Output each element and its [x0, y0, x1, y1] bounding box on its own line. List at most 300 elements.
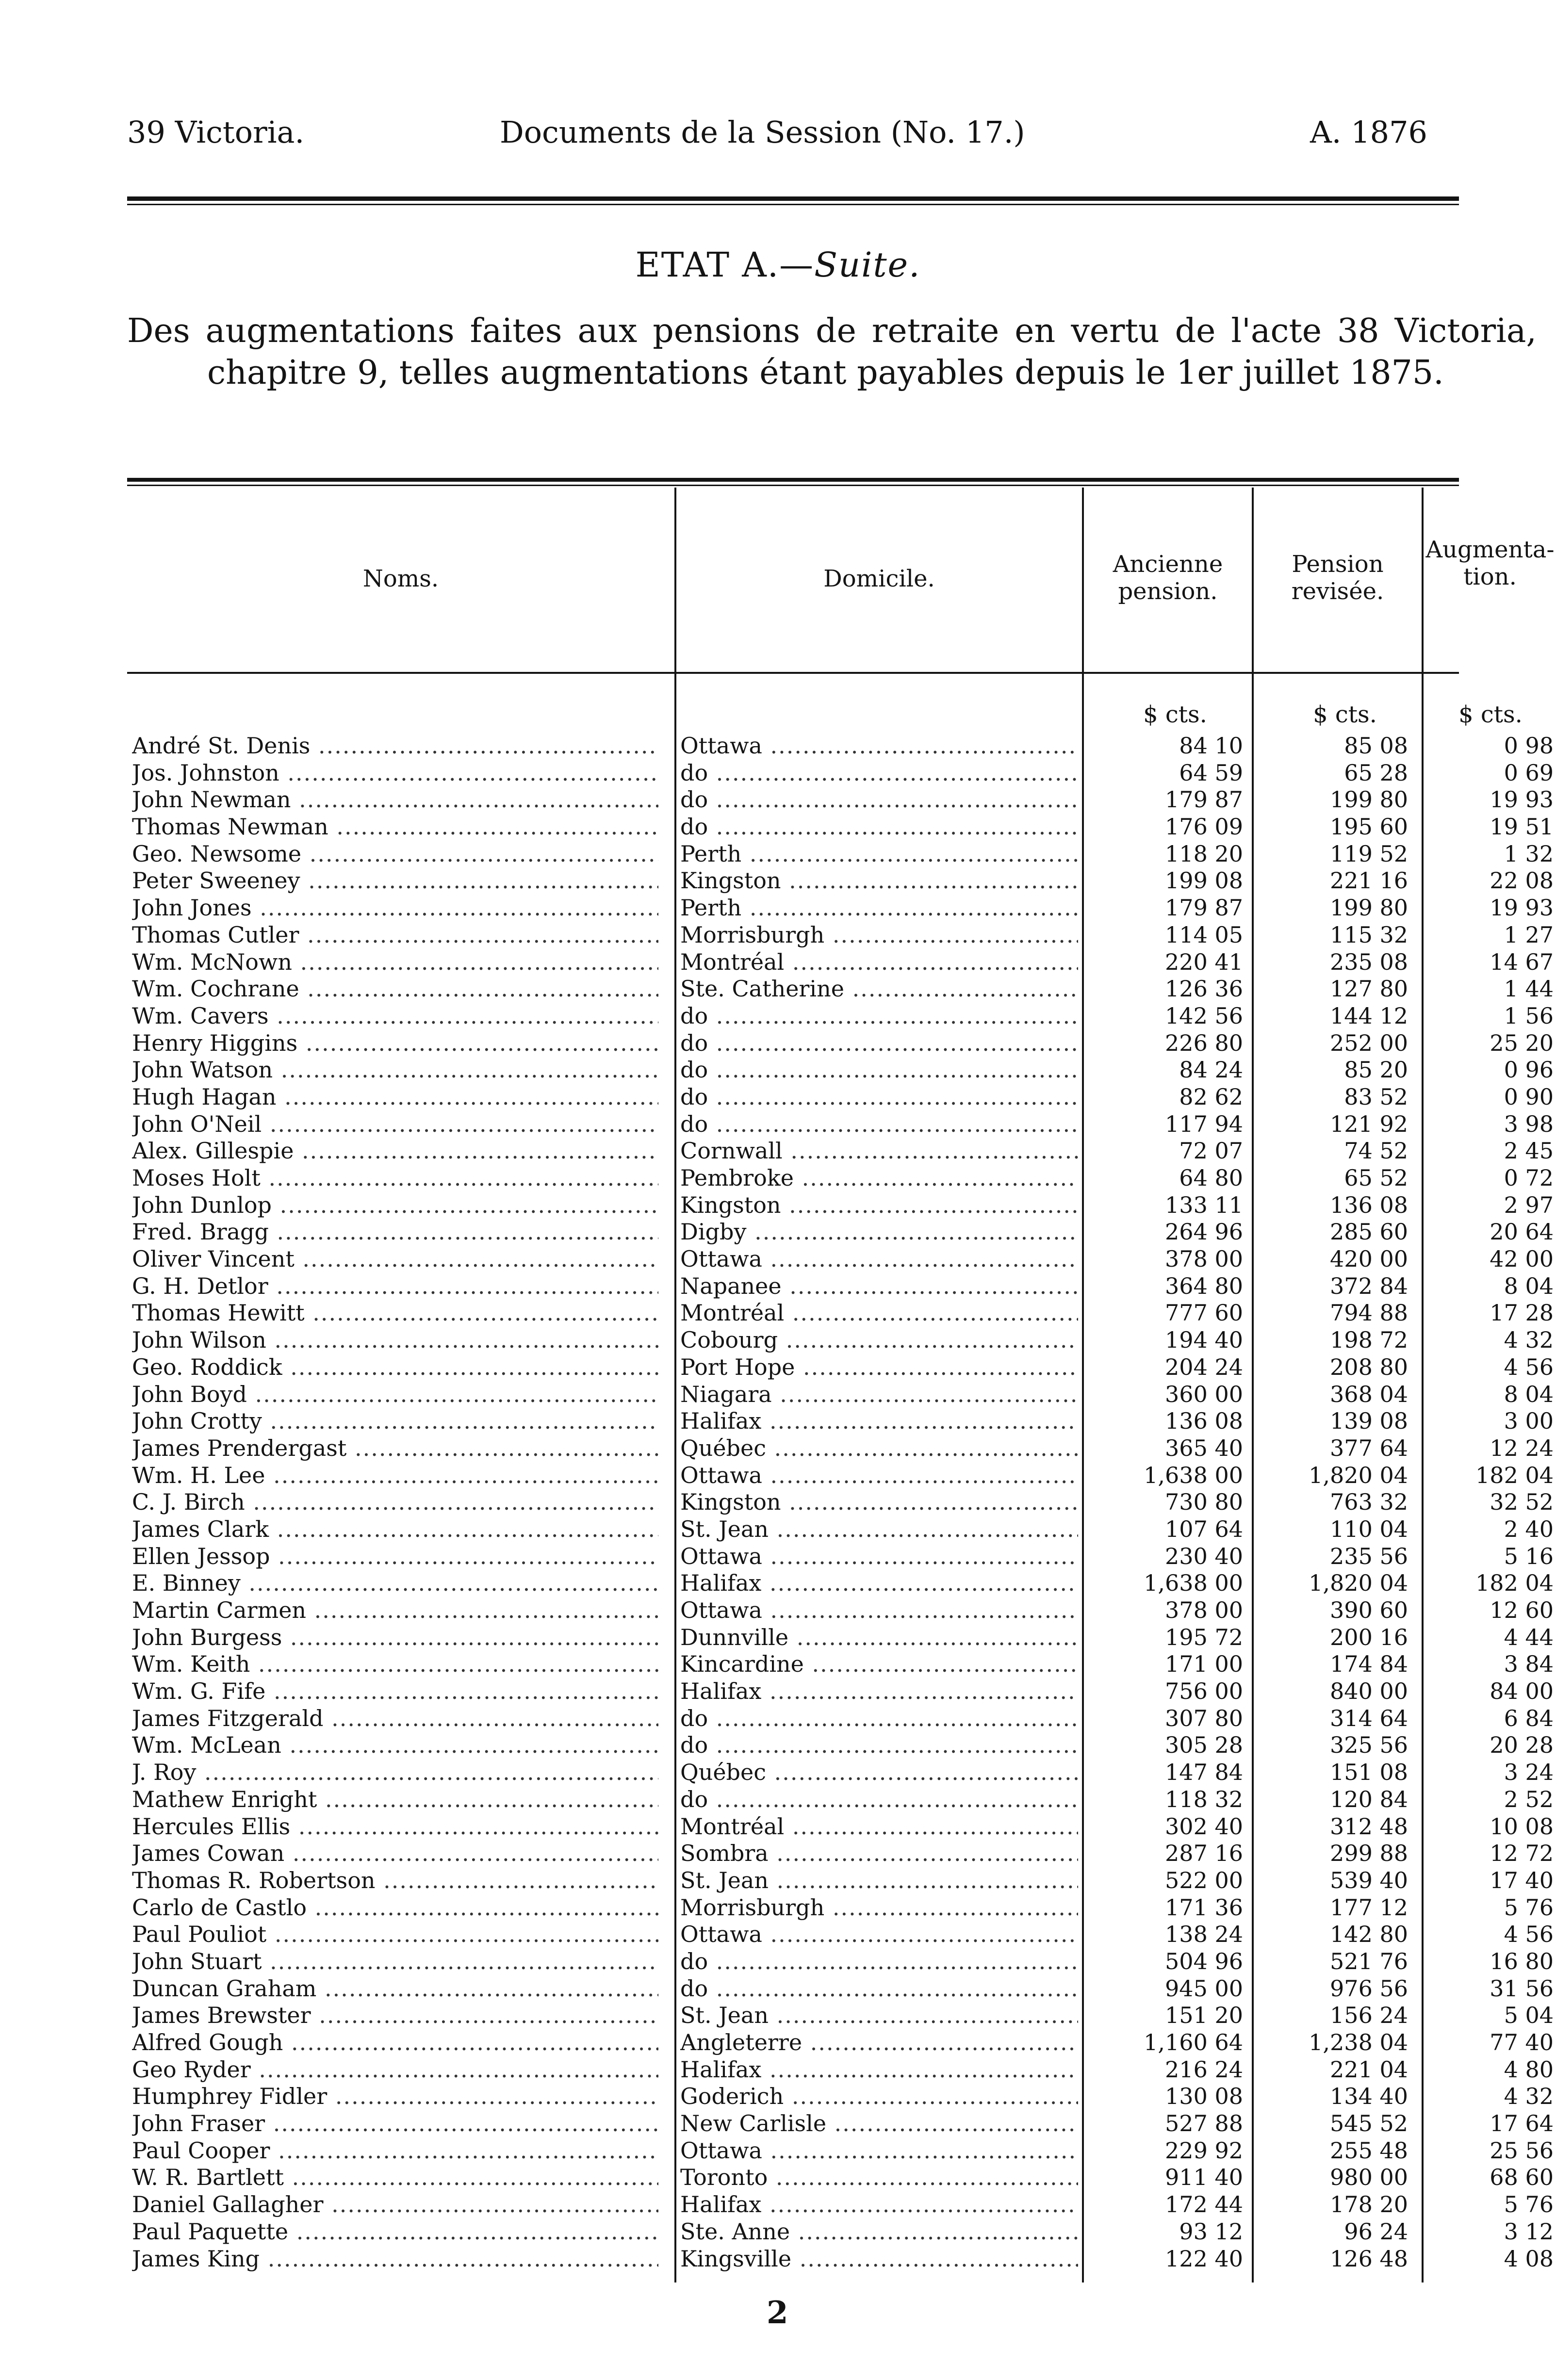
cell-augmentation: 4 32 [1504, 1327, 1554, 1353]
cell-ancienne-pension: 107 64 [1165, 1516, 1243, 1542]
cell-augmentation: 12 24 [1490, 1435, 1554, 1461]
cell-pension-revisee: 74 52 [1344, 1138, 1408, 1164]
cell-augmentation: 182 04 [1475, 1462, 1554, 1488]
cell-domicile: Sombra ..... [680, 1840, 1078, 1867]
cell-augmentation: 10 08 [1490, 1813, 1554, 1840]
cell-domicile: Morrisburgh ..... [680, 1894, 1078, 1922]
cell-name: Jos. Johnston ..... [132, 760, 658, 787]
cell-domicile: Halifax ..... [680, 1570, 1078, 1597]
cell-augmentation: 8 04 [1504, 1272, 1554, 1299]
table-row [127, 1894, 1554, 1922]
cell-name: J. Roy ..... [132, 1759, 658, 1786]
cell-augmentation: 4 44 [1504, 1624, 1554, 1650]
cell-name: Paul Pouliot ..... [132, 1921, 658, 1948]
table-row [127, 2083, 1554, 2110]
cell-ancienne-pension: 64 80 [1179, 1165, 1243, 1191]
cell-name: Wm. H. Lee ..... [132, 1462, 658, 1489]
cell-ancienne-pension: 194 40 [1165, 1327, 1243, 1353]
cell-augmentation: 84 00 [1490, 1678, 1554, 1705]
cell-pension-revisee: 156 24 [1330, 2002, 1408, 2029]
cell-domicile: Kingston ..... [680, 1489, 1078, 1516]
table-row [127, 1489, 1554, 1516]
cell-ancienne-pension: 911 40 [1165, 2164, 1243, 2191]
cell-name: Carlo de Castlo ..... [132, 1894, 658, 1922]
cell-augmentation: 5 76 [1504, 2191, 1554, 2218]
cell-augmentation: 8 04 [1504, 1381, 1554, 1407]
cell-domicile: do ..... [680, 1003, 1078, 1030]
cell-ancienne-pension: 365 40 [1165, 1435, 1243, 1461]
cell-pension-revisee: 200 16 [1330, 1624, 1408, 1650]
cell-augmentation: 2 40 [1504, 1516, 1554, 1542]
table-row [127, 1516, 1554, 1543]
cell-domicile: Dunnville ..... [680, 1624, 1078, 1651]
cell-domicile: Kingston ..... [680, 867, 1078, 895]
cell-pension-revisee: 377 64 [1330, 1435, 1408, 1461]
cell-pension-revisee: 136 08 [1330, 1191, 1408, 1218]
intro-paragraph: Des augmentations faites aux pensions de retraite en vertu de l'acte 38 Victoria, chapitre 9, telles augmentations étant payables depuis le 1er juillet 1875. [127, 312, 1537, 392]
cell-augmentation: 14 67 [1490, 948, 1554, 975]
cell-name: Wm. G. Fife ..... [132, 1678, 658, 1705]
cell-pension-revisee: 208 80 [1330, 1353, 1408, 1380]
cell-ancienne-pension: 1,638 00 [1144, 1570, 1243, 1597]
cell-augmentation: 77 40 [1490, 2029, 1554, 2055]
cell-augmentation: 4 08 [1504, 2245, 1554, 2272]
table-row [127, 976, 1554, 1003]
cell-pension-revisee: 325 56 [1330, 1732, 1408, 1759]
cell-ancienne-pension: 147 84 [1165, 1759, 1243, 1786]
cell-augmentation: 19 93 [1490, 895, 1554, 921]
cell-ancienne-pension: 171 36 [1165, 1894, 1243, 1921]
table-row [127, 921, 1554, 949]
cell-name: E. Binney ..... [132, 1570, 658, 1597]
cell-pension-revisee: 976 56 [1330, 1975, 1408, 2002]
cell-domicile: St. Jean ..... [680, 1516, 1078, 1543]
cell-name: André St. Denis ..... [132, 733, 658, 760]
cell-pension-revisee: 794 88 [1330, 1300, 1408, 1326]
cell-domicile: Ste. Anne ..... [680, 2218, 1078, 2246]
cell-ancienne-pension: 84 10 [1179, 733, 1243, 759]
cell-name: Ellen Jessop ..... [132, 1543, 658, 1570]
cell-domicile: Ottawa ..... [680, 1597, 1078, 1624]
header-title: Documents de la Session (No. 17.) [500, 114, 1025, 150]
cell-ancienne-pension: 302 40 [1165, 1813, 1243, 1840]
cell-augmentation: 4 56 [1504, 1353, 1554, 1380]
cell-pension-revisee: 314 64 [1330, 1705, 1408, 1731]
cell-ancienne-pension: 287 16 [1165, 1840, 1243, 1867]
cell-ancienne-pension: 172 44 [1165, 2191, 1243, 2218]
cell-ancienne-pension: 522 00 [1165, 1867, 1243, 1893]
table-row [127, 2218, 1554, 2246]
cell-name: Paul Cooper ..... [132, 2137, 658, 2165]
cell-ancienne-pension: 777 60 [1165, 1300, 1243, 1326]
cell-domicile: do ..... [680, 1030, 1078, 1057]
table-row [127, 786, 1554, 814]
cell-name: James Prendergast ..... [132, 1435, 658, 1462]
cell-domicile: Halifax ..... [680, 2191, 1078, 2218]
cell-domicile: Perth ..... [680, 895, 1078, 922]
cell-name: Moses Holt ..... [132, 1165, 658, 1192]
col-header-ancienne: Ancienne pension. [1113, 551, 1223, 605]
cell-ancienne-pension: 360 00 [1165, 1381, 1243, 1407]
cell-pension-revisee: 139 08 [1330, 1408, 1408, 1435]
cell-domicile: Pembroke ..... [680, 1165, 1078, 1192]
cell-pension-revisee: 372 84 [1330, 1272, 1408, 1299]
cell-name: Thomas Cutler ..... [132, 922, 658, 949]
cell-domicile: Ottawa ..... [680, 2137, 1078, 2165]
cell-ancienne-pension: 199 08 [1165, 867, 1243, 894]
cell-pension-revisee: 539 40 [1330, 1867, 1408, 1893]
cell-augmentation: 20 64 [1490, 1219, 1554, 1245]
table-row [127, 2002, 1554, 2029]
cell-augmentation: 4 80 [1504, 2056, 1554, 2083]
table-row [127, 1624, 1554, 1651]
header-rule-thin [127, 204, 1459, 205]
cell-name: Alex. Gillespie ..... [132, 1138, 658, 1165]
cell-domicile: Perth ..... [680, 841, 1078, 868]
cell-ancienne-pension: 504 96 [1165, 1948, 1243, 1974]
pension-table [127, 478, 1555, 2282]
cell-ancienne-pension: 216 24 [1165, 2056, 1243, 2083]
cell-pension-revisee: 199 80 [1330, 786, 1408, 813]
cell-augmentation: 20 28 [1490, 1732, 1554, 1759]
cell-name: James King ..... [132, 2246, 658, 2273]
cell-augmentation: 3 98 [1504, 1110, 1554, 1137]
cell-domicile: do ..... [680, 814, 1078, 841]
cell-augmentation: 3 24 [1504, 1759, 1554, 1786]
cell-name: Wm. Cavers ..... [132, 1003, 658, 1030]
cell-domicile: Montréal ..... [680, 1813, 1078, 1841]
cell-augmentation: 1 44 [1504, 976, 1554, 1002]
cell-augmentation: 25 56 [1490, 2137, 1554, 2164]
table-row [127, 2164, 1554, 2191]
cell-pension-revisee: 134 40 [1330, 2083, 1408, 2110]
header-year: A. 1876 [1310, 114, 1427, 150]
table-row [127, 1083, 1554, 1111]
cell-augmentation: 5 76 [1504, 1894, 1554, 1921]
cell-augmentation: 0 72 [1504, 1165, 1554, 1191]
cell-pension-revisee: 312 48 [1330, 1813, 1408, 1840]
cell-domicile: do ..... [680, 1732, 1078, 1759]
table-row [127, 1867, 1554, 1894]
table-row [127, 2137, 1554, 2165]
cell-pension-revisee: 299 88 [1330, 1840, 1408, 1867]
table-row [127, 1435, 1554, 1462]
cell-domicile: Digby ..... [680, 1219, 1078, 1246]
cell-pension-revisee: 221 04 [1330, 2056, 1408, 2083]
cell-domicile: Ste. Catherine ..... [680, 976, 1078, 1003]
cell-pension-revisee: 127 80 [1330, 976, 1408, 1002]
cell-name: James Cowan ..... [132, 1840, 658, 1867]
col-header-revisee: Pension revisée. [1291, 551, 1384, 605]
cell-ancienne-pension: 82 62 [1179, 1083, 1243, 1110]
table-row [127, 1246, 1554, 1273]
table-row [127, 1353, 1554, 1381]
cell-ancienne-pension: 179 87 [1165, 895, 1243, 921]
heading-main: ETAT A.— [635, 245, 815, 285]
cell-domicile: do ..... [680, 1084, 1078, 1111]
table-row [127, 2110, 1554, 2137]
cell-augmentation: 5 04 [1504, 2002, 1554, 2029]
page-heading [0, 245, 1556, 285]
cell-pension-revisee: 174 84 [1330, 1651, 1408, 1678]
cell-ancienne-pension: 204 24 [1165, 1353, 1243, 1380]
page-number: 2 [767, 2295, 788, 2331]
cell-ancienne-pension: 1,638 00 [1144, 1462, 1243, 1488]
cell-domicile: Québec ..... [680, 1759, 1078, 1786]
cell-domicile: Cornwall ..... [680, 1138, 1078, 1165]
cell-pension-revisee: 235 08 [1330, 948, 1408, 975]
cell-ancienne-pension: 117 94 [1165, 1110, 1243, 1137]
table-row [127, 1138, 1554, 1165]
cell-name: Geo. Newsome ..... [132, 841, 658, 868]
cell-ancienne-pension: 138 24 [1165, 1921, 1243, 1948]
cell-ancienne-pension: 220 41 [1165, 948, 1243, 975]
table-body [127, 733, 1554, 2272]
cell-pension-revisee: 115 32 [1330, 921, 1408, 948]
unit-revisee: $ cts. [1313, 701, 1377, 728]
cell-pension-revisee: 110 04 [1330, 1516, 1408, 1542]
table-row [127, 1002, 1554, 1030]
cell-name: John Watson ..... [132, 1057, 658, 1084]
cell-name: James Brewster ..... [132, 2002, 658, 2029]
cell-domicile: Ottawa ..... [680, 1462, 1078, 1489]
cell-domicile: St. Jean ..... [680, 2002, 1078, 2029]
cell-ancienne-pension: 305 28 [1165, 1732, 1243, 1759]
cell-name: John Dunlop ..... [132, 1192, 658, 1219]
cell-pension-revisee: 142 80 [1330, 1921, 1408, 1948]
cell-augmentation: 0 98 [1504, 733, 1554, 759]
cell-domicile: do ..... [680, 1057, 1078, 1084]
table-row [127, 1705, 1554, 1732]
table-row [127, 1327, 1554, 1354]
cell-ancienne-pension: 171 00 [1165, 1651, 1243, 1678]
cell-domicile: Ottawa ..... [680, 733, 1078, 760]
unit-augmentation: $ cts. [1458, 701, 1523, 728]
cell-augmentation: 32 52 [1490, 1489, 1554, 1516]
cell-name: Thomas Hewitt ..... [132, 1300, 658, 1327]
cell-name: Thomas Newman ..... [132, 814, 658, 841]
table-row [127, 1813, 1554, 1841]
table-row [127, 1975, 1554, 2003]
table-row [127, 2245, 1554, 2273]
cell-ancienne-pension: 142 56 [1165, 1002, 1243, 1029]
cell-name: Martin Carmen ..... [132, 1597, 658, 1624]
cell-ancienne-pension: 364 80 [1165, 1272, 1243, 1299]
cell-name: Wm. Cochrane ..... [132, 976, 658, 1003]
cell-domicile: Québec ..... [680, 1435, 1078, 1462]
cell-augmentation: 16 80 [1490, 1948, 1554, 1974]
cell-augmentation: 182 04 [1475, 1570, 1554, 1597]
cell-domicile: Port Hope ..... [680, 1354, 1078, 1381]
table-row [127, 2029, 1554, 2056]
cell-augmentation: 17 40 [1490, 1867, 1554, 1893]
cell-augmentation: 1 27 [1504, 921, 1554, 948]
cell-pension-revisee: 65 52 [1344, 1165, 1408, 1191]
cell-domicile: Napanee ..... [680, 1273, 1078, 1300]
table-row [127, 1597, 1554, 1624]
heading-suite: Suite. [814, 245, 921, 285]
cell-ancienne-pension: 226 80 [1165, 1029, 1243, 1056]
cell-augmentation: 22 08 [1490, 867, 1554, 894]
cell-name: John O'Neil ..... [132, 1111, 658, 1138]
table-row [127, 1272, 1554, 1300]
cell-pension-revisee: 285 60 [1330, 1219, 1408, 1245]
cell-pension-revisee: 83 52 [1344, 1083, 1408, 1110]
cell-name: Daniel Gallagher ..... [132, 2191, 658, 2218]
cell-ancienne-pension: 72 07 [1179, 1138, 1243, 1164]
table-row [127, 1786, 1554, 1813]
table-row [127, 733, 1554, 760]
table-top-rule-thick [127, 478, 1459, 482]
cell-name: Peter Sweeney ..... [132, 867, 658, 895]
cell-ancienne-pension: 136 08 [1165, 1408, 1243, 1435]
cell-name: Paul Paquette ..... [132, 2218, 658, 2246]
cell-pension-revisee: 1,820 04 [1309, 1570, 1408, 1597]
cell-name: Wm. McNown ..... [132, 949, 658, 976]
cell-domicile: Ottawa ..... [680, 1921, 1078, 1948]
cell-augmentation: 25 20 [1490, 1029, 1554, 1056]
cell-ancienne-pension: 176 09 [1165, 814, 1243, 840]
cell-augmentation: 0 96 [1504, 1057, 1554, 1083]
col-header-noms: Noms. [362, 565, 439, 592]
cell-pension-revisee: 126 48 [1330, 2245, 1408, 2272]
table-row [127, 2191, 1554, 2218]
table-row [127, 1948, 1554, 1975]
cell-name: John Boyd ..... [132, 1381, 658, 1408]
table-row [127, 1570, 1554, 1597]
cell-domicile: Halifax ..... [680, 1678, 1078, 1705]
cell-name: Wm. Keith ..... [132, 1651, 658, 1678]
cell-domicile: Halifax ..... [680, 2056, 1078, 2084]
col-header-augmentation: Augmenta-tion. [1425, 536, 1555, 590]
cell-name: John Jones ..... [132, 895, 658, 922]
cell-ancienne-pension: 64 59 [1179, 759, 1243, 786]
cell-name: Wm. McLean ..... [132, 1732, 658, 1759]
cell-ancienne-pension: 126 36 [1165, 976, 1243, 1002]
cell-ancienne-pension: 195 72 [1165, 1624, 1243, 1650]
cell-domicile: do ..... [680, 760, 1078, 787]
header-rule-thick [127, 196, 1459, 201]
cell-ancienne-pension: 179 87 [1165, 786, 1243, 813]
cell-ancienne-pension: 756 00 [1165, 1678, 1243, 1705]
cell-domicile: Kincardine ..... [680, 1651, 1078, 1678]
cell-augmentation: 1 56 [1504, 1002, 1554, 1029]
cell-domicile: do ..... [680, 1786, 1078, 1813]
cell-pension-revisee: 521 76 [1330, 1948, 1408, 1974]
cell-ancienne-pension: 118 20 [1165, 840, 1243, 867]
cell-pension-revisee: 96 24 [1344, 2218, 1408, 2245]
cell-augmentation: 5 16 [1504, 1543, 1554, 1569]
table-row [127, 759, 1554, 787]
cell-pension-revisee: 85 20 [1344, 1057, 1408, 1083]
table-row [127, 2056, 1554, 2084]
cell-name: Geo Ryder ..... [132, 2056, 658, 2084]
cell-name: John Crotty ..... [132, 1408, 658, 1435]
cell-pension-revisee: 177 12 [1330, 1894, 1408, 1921]
cell-name: Mathew Enright ..... [132, 1786, 658, 1813]
cell-ancienne-pension: 264 96 [1165, 1219, 1243, 1245]
table-row [127, 1219, 1554, 1246]
cell-augmentation: 19 51 [1490, 814, 1554, 840]
cell-pension-revisee: 178 20 [1330, 2191, 1408, 2218]
table-row [127, 1759, 1554, 1786]
cell-name: Thomas R. Robertson ..... [132, 1867, 658, 1894]
table-row [127, 1165, 1554, 1192]
cell-domicile: Niagara ..... [680, 1381, 1078, 1408]
cell-ancienne-pension: 229 92 [1165, 2137, 1243, 2164]
table-row [127, 1651, 1554, 1678]
cell-domicile: do ..... [680, 786, 1078, 814]
cell-ancienne-pension: 130 08 [1165, 2083, 1243, 2110]
cell-pension-revisee: 252 00 [1330, 1029, 1408, 1056]
cell-ancienne-pension: 93 12 [1179, 2218, 1243, 2245]
cell-domicile: do ..... [680, 1948, 1078, 1975]
cell-ancienne-pension: 1,160 64 [1144, 2029, 1243, 2055]
cell-name: John Stuart ..... [132, 1948, 658, 1975]
table-row [127, 867, 1554, 895]
table-row [127, 1381, 1554, 1408]
cell-pension-revisee: 420 00 [1330, 1246, 1408, 1272]
cell-pension-revisee: 121 92 [1330, 1110, 1408, 1137]
cell-ancienne-pension: 118 32 [1165, 1786, 1243, 1812]
cell-augmentation: 2 52 [1504, 1786, 1554, 1812]
cell-domicile: Angleterre ..... [680, 2029, 1078, 2056]
cell-augmentation: 31 56 [1490, 1975, 1554, 2002]
cell-name: John Burgess ..... [132, 1624, 658, 1651]
cell-pension-revisee: 195 60 [1330, 814, 1408, 840]
cell-domicile: Kingsville ..... [680, 2246, 1078, 2273]
cell-name: Henry Higgins ..... [132, 1030, 658, 1057]
table-row [127, 1191, 1554, 1219]
cell-name: James Clark ..... [132, 1516, 658, 1543]
cell-name: John Fraser ..... [132, 2110, 658, 2137]
cell-name: Alfred Gough ..... [132, 2029, 658, 2056]
header-volume: 39 Victoria. [127, 114, 305, 150]
table-row [127, 1110, 1554, 1138]
cell-ancienne-pension: 527 88 [1165, 2110, 1243, 2137]
cell-domicile: Montréal ..... [680, 1300, 1078, 1327]
table-row [127, 948, 1554, 976]
table-row [127, 1462, 1554, 1489]
table-row [127, 1921, 1554, 1948]
cell-name: John Wilson ..... [132, 1327, 658, 1354]
cell-augmentation: 17 28 [1490, 1300, 1554, 1326]
cell-pension-revisee: 1,820 04 [1309, 1462, 1408, 1488]
cell-pension-revisee: 151 08 [1330, 1759, 1408, 1786]
cell-name: Hugh Hagan ..... [132, 1084, 658, 1111]
cell-pension-revisee: 221 16 [1330, 867, 1408, 894]
cell-name: Duncan Graham ..... [132, 1975, 658, 2003]
cell-domicile: Kingston ..... [680, 1192, 1078, 1219]
cell-domicile: do ..... [680, 1975, 1078, 2003]
cell-domicile: do ..... [680, 1111, 1078, 1138]
cell-domicile: Halifax ..... [680, 1408, 1078, 1435]
table-row [127, 895, 1554, 922]
table-top-rule-thin [127, 485, 1459, 486]
cell-ancienne-pension: 114 05 [1165, 921, 1243, 948]
cell-augmentation: 3 12 [1504, 2218, 1554, 2245]
cell-augmentation: 68 60 [1490, 2164, 1554, 2191]
cell-augmentation: 4 32 [1504, 2083, 1554, 2110]
cell-pension-revisee: 255 48 [1330, 2137, 1408, 2164]
table-row [127, 1678, 1554, 1705]
cell-pension-revisee: 545 52 [1330, 2110, 1408, 2137]
cell-name: Humphrey Fidler ..... [132, 2083, 658, 2110]
cell-ancienne-pension: 378 00 [1165, 1597, 1243, 1623]
cell-augmentation: 3 00 [1504, 1408, 1554, 1435]
cell-pension-revisee: 368 04 [1330, 1381, 1408, 1407]
unit-ancienne: $ cts. [1143, 701, 1207, 728]
